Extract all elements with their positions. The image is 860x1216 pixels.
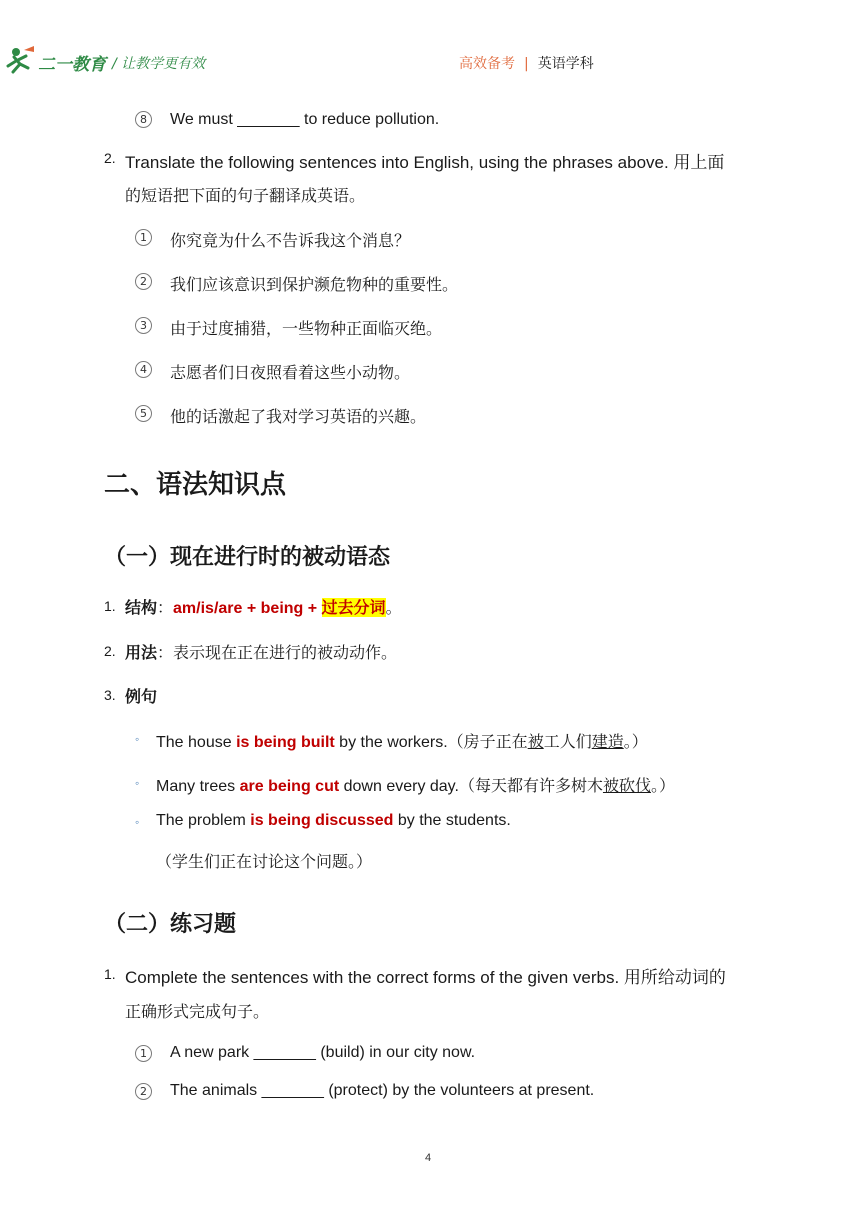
question-2-line1: Translate the following sentences into English, using the phrases above. 用上面 — [125, 153, 725, 172]
svg-text:二一教育: 二一教育 — [38, 55, 106, 75]
section-title: 二、语法知识点 — [104, 470, 287, 500]
question-number: 2. — [104, 150, 116, 166]
translate-item: 志愿者们日夜照看着这些小动物。 — [170, 363, 411, 382]
usage-line: 用法：表示现在正在进行的被动动作。 — [125, 643, 398, 662]
point-number: 3. — [104, 687, 116, 703]
circled-number: 1 — [135, 229, 152, 246]
header-brand: 高效备考 — [459, 56, 515, 72]
circled-number: 3 — [135, 317, 152, 334]
translate-item: 由于过度捕猎，一些物种正面临灭绝。 — [170, 319, 443, 338]
brand-logo — [4, 42, 114, 82]
exercise-item: A new park _______ (build) in our city now. — [170, 1044, 476, 1061]
subsection-title: （一）现在进行时的被动语态 — [104, 545, 391, 570]
question-number: 1. — [104, 966, 116, 982]
point-number: 2. — [104, 643, 116, 659]
question-1-line2: 正确形式完成句子。 — [125, 1002, 270, 1021]
translate-item: 你究竟为什么不告诉我这个消息？ — [170, 231, 411, 250]
circled-number: 2 — [135, 1083, 152, 1100]
bullet-icon: ◦ — [135, 732, 140, 746]
question-2-line2: 的短语把下面的句子翻译成英语。 — [125, 186, 366, 205]
translate-item: 他的话激起了我对学习英语的兴趣。 — [170, 407, 427, 426]
highlighted-term: 过去分词 — [321, 598, 386, 617]
usage-label: 用法 — [125, 643, 158, 662]
circled-number: 1 — [135, 1045, 152, 1062]
circled-number: 2 — [135, 273, 152, 290]
exercise-item-8: We must _______ to reduce pollution. — [170, 111, 440, 128]
header-slogan: / 让教学更有效 — [112, 56, 206, 72]
structure-line: 结构：am/is/are + being + 过去分词。 — [125, 598, 402, 617]
header-separator: | — [524, 56, 529, 72]
header-subject: 英语学科 — [537, 56, 594, 72]
bullet-icon: ◦ — [135, 815, 140, 829]
example-sentence: The problem is being discussed by the students. — [156, 812, 511, 829]
example-sentence: Many trees are being cut down every day.（每天都有许多树木被砍伐。） — [156, 776, 675, 795]
example-translation: （学生们正在讨论这个问题。） — [156, 852, 373, 871]
circled-number: 4 — [135, 361, 152, 378]
header-right — [459, 53, 594, 73]
example-sentence: The house is being built by the workers.（房子正在被工人们建造。） — [156, 732, 648, 751]
bullet-icon: ◦ — [135, 776, 140, 790]
exercise-item: The animals _______ (protect) by the volunteers at present. — [170, 1082, 595, 1099]
question-1-line1: Complete the sentences with the correct forms of the given verbs. 用所给动词的 — [125, 968, 726, 987]
page-number: 4 — [425, 1152, 432, 1164]
circled-number: 8 — [135, 111, 152, 128]
circled-number: 5 — [135, 405, 152, 422]
subsection-title: （二）练习题 — [104, 912, 237, 937]
translate-item: 我们应该意识到保护濒危物种的重要性。 — [170, 275, 459, 294]
examples-label: 例句 — [125, 687, 158, 706]
structure-formula: am/is/are + being + — [173, 600, 322, 617]
point-number: 1. — [104, 598, 116, 614]
runner-icon — [8, 46, 34, 72]
structure-label: 结构 — [125, 598, 158, 617]
